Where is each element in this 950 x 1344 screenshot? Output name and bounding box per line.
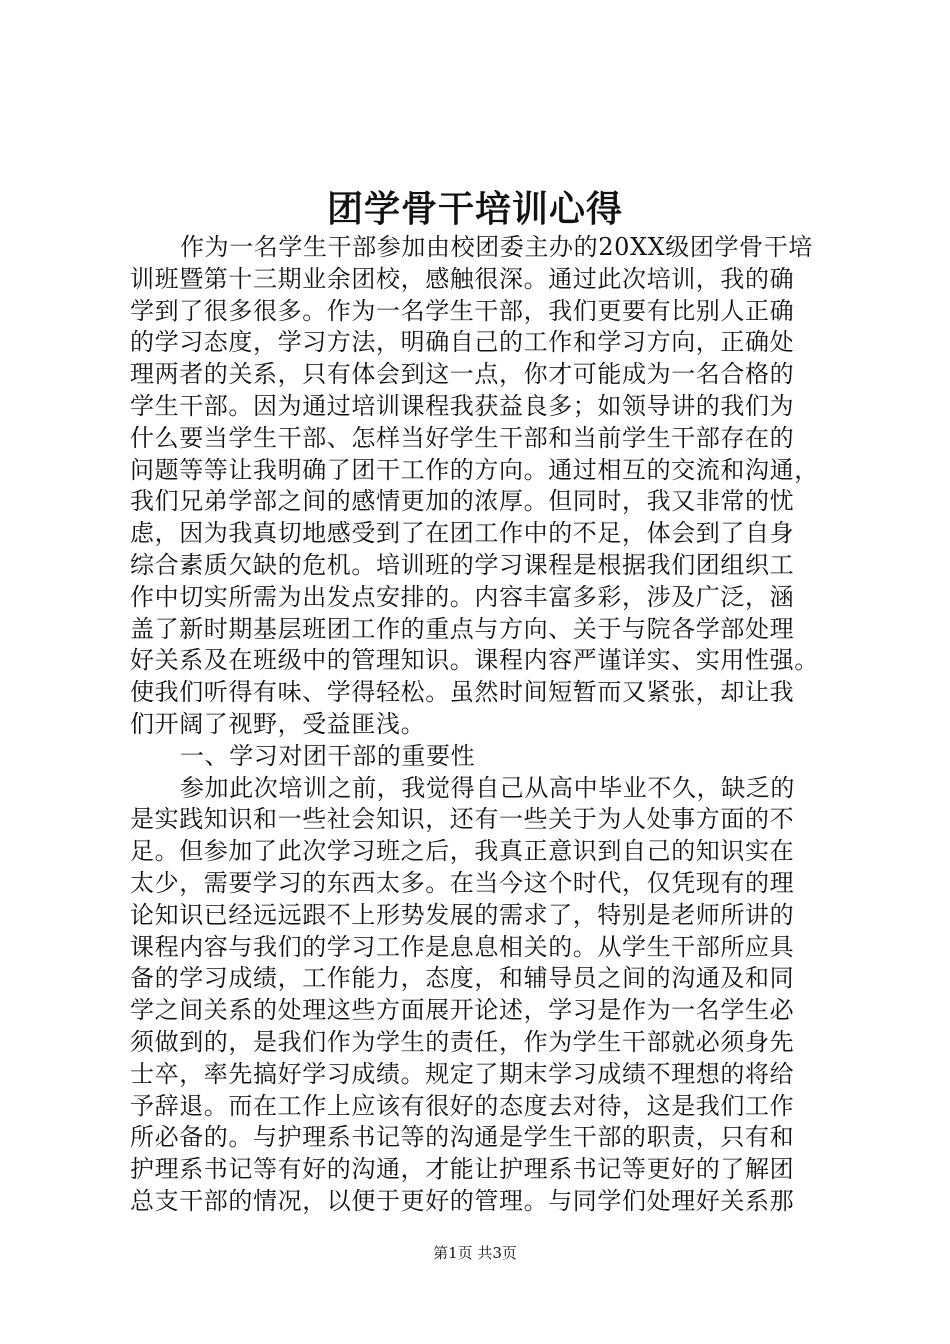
text-line: 作中切实所需为出发点安排的。内容丰富多彩，涉及广泛，涵 [130,582,795,611]
text-line: 使我们听得有味、学得轻松。虽然时间短暂而又紧张，却让我 [130,678,795,707]
text-line: 总支干部的情况，以便于更好的管理。与同学们处理好关系那 [130,1186,795,1215]
text-line: 所必备的。与护理系书记等的沟通是学生干部的职责，只有和 [130,1123,795,1152]
text-line: 太少，需要学习的东西太多。在当今这个时代，仅凭现有的理 [130,868,795,897]
document-body [130,232,850,1218]
text-line: 综合素质欠缺的危机。培训班的学习课程是根据我们团组织工 [130,550,795,579]
text-line: 备的学习成绩，工作能力，态度，和辅导员之间的沟通及和同 [130,964,795,993]
text-line: 我们兄弟学部之间的感情更加的浓厚。但同时，我又非常的忧 [130,487,795,516]
text-line: 予辞退。而在工作上应该有很好的态度去对待，这是我们工作 [130,1091,795,1120]
text-line: 须做到的，是我们作为学生的责任，作为学生干部就必须身先 [130,1027,795,1056]
text-line: 什么要当学生干部、怎样当好学生干部和当前学生干部存在的 [130,423,795,452]
text-line: 学之间关系的处理这些方面展开论述，学习是作为一名学生必 [130,996,795,1025]
text-line: 作为一名学生干部参加由校团委主办的20XX级团学骨干培 [180,233,813,261]
page-number: 第1页 共3页 [433,1244,517,1262]
text-line: 们开阔了视野，受益匪浅。 [130,709,426,738]
text-line: 论知识已经远远跟不上形势发展的需求了，特别是老师所讲的 [130,900,795,929]
text-line: 士卒，率先搞好学习成绩。规定了期末学习成绩不理想的将给 [130,1059,795,1088]
text-line: 学到了很多很多。作为一名学生干部，我们更要有比别人正确 [130,296,795,325]
text-line: 问题等等让我明确了团干工作的方向。通过相互的交流和沟通， [130,455,819,484]
text-line: 盖了新时期基层班团工作的重点与方向、关于与院各学部处理 [130,614,795,643]
text-line: 训班暨第十三期业余团校，感触很深。通过此次培训，我的确 [130,264,795,293]
text-line: 护理系书记等有好的沟通，才能让护理系书记等更好的了解团 [130,1155,795,1184]
text-line: 理两者的关系，只有体会到这一点，你才可能成为一名合格的 [130,360,795,389]
text-line: 足。但参加了此次学习班之后，我真正意识到自己的知识实在 [130,837,795,866]
text-line: 是实践知识和一些社会知识，还有一些关于为人处事方面的不 [130,805,795,834]
text-line: 参加此次培训之前，我觉得自己从高中毕业不久，缺乏的 [180,773,795,802]
text-line: 的学习态度，学习方法，明确自己的工作和学习方向，正确处 [130,328,795,357]
text-line: 虑，因为我真切地感受到了在团工作中的不足，体会到了自身 [130,519,795,548]
text-line: 课程内容与我们的学习工作是息息相关的。从学生干部所应具 [130,932,795,961]
text-line: 好关系及在班级中的管理知识。课程内容严谨详实、实用性强。 [130,646,819,675]
text-line: 学生干部。因为通过培训课程我获益良多；如领导讲的我们为 [130,391,795,420]
section-heading: 一、学习对团干部的重要性 [180,741,476,770]
document-title: 团学骨干培训心得 [326,188,623,230]
